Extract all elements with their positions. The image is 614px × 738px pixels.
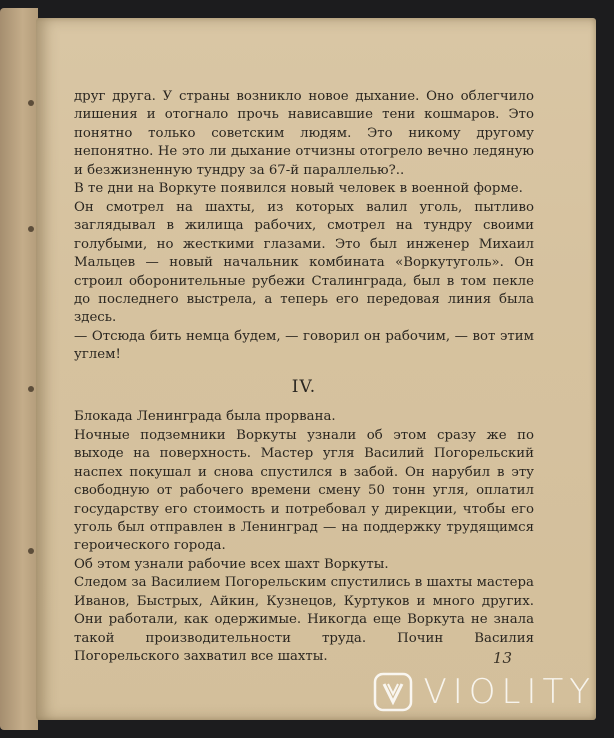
paragraph: В те дни на Воркуте появился новый человек в военной форме. [74,181,523,197]
previous-page-edge [0,8,38,730]
binding-stitch [28,548,34,554]
paragraph: Об этом узнали рабочие всех шахт Воркуты. [74,556,389,572]
page-text [74,88,534,667]
paragraph: Следом за Василием Погорельским спустились в шахты мастера Иванов, Быстрых, Айкин, Кузнецов, Куртуков и много других. Они работали, как одержимые. Никогда еще Воркута не знала такой производительности труда. Почин Василия Погорельского захватил все шахты. [74,575,534,665]
paragraph: друг друга. У страны возникло новое дыхание. Оно облегчило лишения и отогнало прочь нависавшие тени кошмаров. Это понятно только советским людям. Это никому другому непонятно. Не это ли дыхание отчизны отогрело вечно ледяную и безжизненную тундру за 67-й параллелью?.. [74,89,534,178]
chapter-heading: IV. [291,376,317,397]
watermark-text: VIOLITY [423,672,596,712]
binding-stitch [28,100,34,106]
book-page [36,18,596,720]
violity-logo-icon [373,672,413,712]
paragraph: Он смотрел на шахты, из которых валил уголь, пытливо заглядывал в жилища рабочих, смотрел на тундру своими голубыми, но жесткими глазами. Это был инженер Михаил Мальцев — новый начальник комбината «Воркутуголь». Он строил оборонительные рубежи Сталинграда, был в том пекле до последнего выстрела, а теперь его передовая линия была здесь. [74,199,534,326]
page-number: 13 [492,649,512,667]
paragraph: Блокада Ленинграда была прорвана. [74,409,336,425]
watermark [373,672,596,712]
paragraph: Ночные подземники Воркуты узнали об этом сразу же по выходе на поверхность. Мастер угля Василий Погорельский наспех покушал и снова спустился в забой. Он нарубил в эту свободную от рабочего времени смену 50 тонн угля, оплатил государству его стоимость и потребовал у дирекции, чтобы его уголь был отправлен в Ленинград — на поддержку трудящимся героического города. [74,427,534,554]
paragraph: — Отсюда бить немца будем, — говорил он рабочим, — вот этим углем! [74,328,534,363]
binding-stitch [28,386,34,392]
binding-stitch [28,226,34,232]
